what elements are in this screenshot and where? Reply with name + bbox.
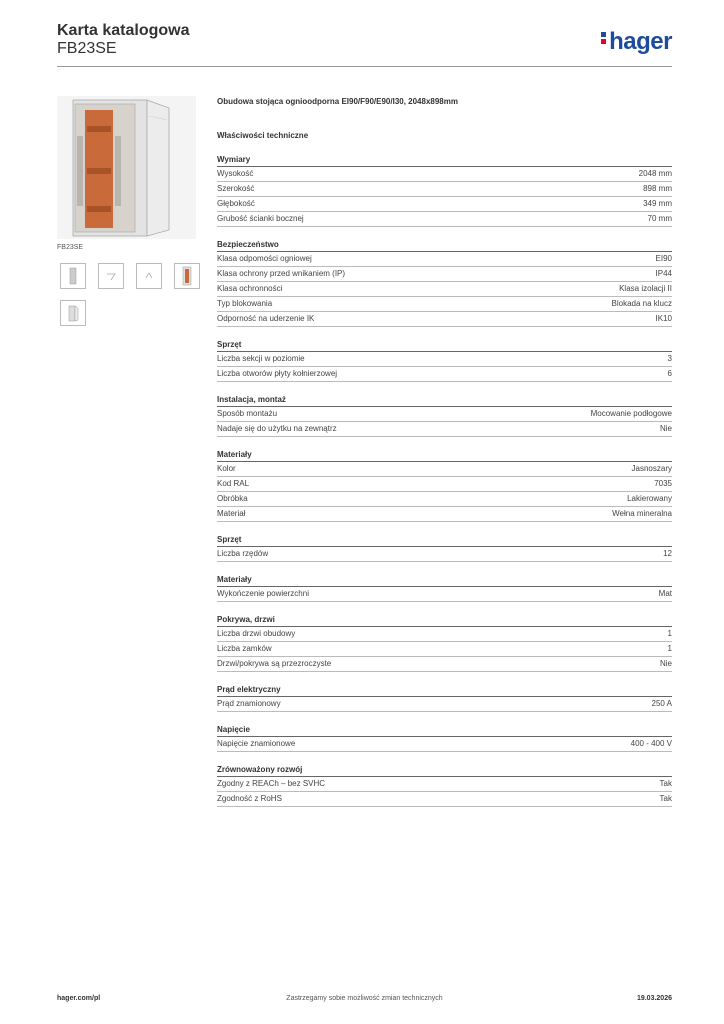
spec-row	[217, 252, 672, 267]
spec-value: Wełna mineralna	[612, 509, 672, 518]
spec-label: Klasa ochrony przed wnikaniem (IP)	[217, 269, 346, 278]
spec-label: Klasa odpomości ogniowej	[217, 254, 312, 263]
spec-section	[217, 614, 672, 672]
spec-label: Sposób montażu	[217, 409, 278, 418]
spec-value: IP44	[655, 269, 672, 278]
product-image[interactable]	[57, 96, 196, 239]
spec-row	[217, 587, 672, 602]
image-caption: FB23SE	[57, 244, 84, 251]
cabinet-open-icon	[61, 301, 85, 325]
spec-value: Jasnoszary	[631, 464, 672, 473]
section-title: Prąd elektryczny	[217, 684, 672, 697]
spec-value: Mat	[658, 589, 672, 598]
spec-row	[217, 642, 672, 657]
logo-text: hager	[609, 28, 672, 55]
thumbnail-front[interactable]	[60, 263, 86, 289]
spec-value: 1	[667, 629, 672, 638]
cabinet-top-icon	[99, 264, 123, 288]
spec-value: EI90	[655, 254, 672, 263]
spec-label: Wykończenie powierzchni	[217, 589, 309, 598]
spec-value: 3	[667, 354, 672, 363]
section-title: Wymiary	[217, 154, 672, 167]
spec-value: 349 mm	[643, 199, 672, 208]
spec-heading: Właściwości techniczne	[217, 131, 309, 140]
page-header	[57, 22, 189, 58]
spec-row	[217, 407, 672, 422]
spec-row	[217, 777, 672, 792]
spec-value: Nie	[659, 659, 672, 668]
section-title: Bezpieczeństwo	[217, 239, 672, 252]
section-title: Materiały	[217, 574, 672, 587]
spec-label: Liczba rzędów	[217, 549, 269, 558]
spec-row	[217, 167, 672, 182]
spec-value: 70 mm	[647, 214, 672, 223]
cabinet-front-icon	[61, 264, 85, 288]
thumbnail-open[interactable]	[60, 300, 86, 326]
header-divider	[57, 66, 672, 67]
spec-label: Liczba sekcji w poziomie	[217, 354, 305, 363]
spec-section	[217, 239, 672, 327]
spec-row	[217, 657, 672, 672]
spec-row	[217, 267, 672, 282]
spec-label: Kolor	[217, 464, 236, 473]
spec-label: Odporność na uderzenie IK	[217, 314, 315, 323]
spec-value: Klasa izolacji II	[619, 284, 672, 293]
spec-value: Tak	[659, 794, 672, 803]
spec-label: Liczba drzwi obudowy	[217, 629, 296, 638]
spec-label: Obróbka	[217, 494, 248, 503]
spec-row	[217, 282, 672, 297]
cabinet-interior-icon	[175, 264, 199, 288]
spec-label: Typ blokowania	[217, 299, 273, 308]
spec-value: 250 A	[651, 699, 672, 708]
spec-value: Tak	[659, 779, 672, 788]
spec-row	[217, 697, 672, 712]
thumbnail-side[interactable]	[136, 263, 162, 289]
spec-label: Klasa ochronności	[217, 284, 283, 293]
footer-date: 19.03.2026	[636, 995, 672, 1002]
spec-label: Materiał	[217, 509, 246, 518]
spec-row	[217, 182, 672, 197]
spec-content	[217, 96, 672, 807]
spec-label: Prąd znamionowy	[217, 699, 281, 708]
spec-label: Nadaje się do użytku na zewnątrz	[217, 424, 337, 433]
spec-row	[217, 367, 672, 382]
spec-section	[217, 154, 672, 227]
spec-section	[217, 574, 672, 602]
spec-row	[217, 462, 672, 477]
spec-value: 2048 mm	[638, 169, 672, 178]
spec-row	[217, 792, 672, 807]
spec-row	[217, 737, 672, 752]
spec-label: Napięcie znamionowe	[217, 739, 296, 748]
logo-dots-icon	[601, 32, 607, 46]
spec-label: Grubość ścianki bocznej	[217, 214, 304, 223]
thumbnail-interior[interactable]	[174, 263, 200, 289]
spec-label: Wysokość	[217, 169, 254, 178]
section-title: Pokrywa, drzwi	[217, 614, 672, 627]
hager-logo[interactable]	[601, 28, 672, 56]
spec-row	[217, 352, 672, 367]
footer-note: Zastrzegamy sobie możliwość zmian technicznych	[286, 995, 443, 1002]
spec-label: Szerokość	[217, 184, 255, 193]
spec-row	[217, 197, 672, 212]
section-title: Napięcie	[217, 724, 672, 737]
spec-value: Nie	[659, 424, 672, 433]
spec-value: IK10	[655, 314, 672, 323]
spec-value: 6	[667, 369, 672, 378]
cabinet-side-icon	[137, 264, 161, 288]
spec-value: 12	[663, 549, 672, 558]
document-title: Karta katalogowa	[57, 22, 190, 39]
spec-row	[217, 212, 672, 227]
spec-label: Zgodny z REACh – bez SVHC	[217, 779, 326, 788]
thumbnail-top[interactable]	[98, 263, 124, 289]
spec-row	[217, 297, 672, 312]
spec-value: 7035	[654, 479, 672, 488]
spec-value: 400 - 400 V	[630, 739, 672, 748]
spec-value: Blokada na klucz	[611, 299, 672, 308]
spec-sections	[217, 154, 672, 807]
footer-site-link[interactable]: hager.com/pl	[57, 995, 101, 1002]
product-code: FB23SE	[57, 40, 117, 57]
section-title: Sprzęt	[217, 534, 672, 547]
spec-value: 898 mm	[643, 184, 672, 193]
product-description: Obudowa stojąca ognioodporna EI90/F90/E90/I30, 2048x898mm	[217, 97, 458, 106]
spec-section	[217, 534, 672, 562]
spec-label: Liczba otworów płyty kołnierzowej	[217, 369, 338, 378]
spec-value: 1	[667, 644, 672, 653]
spec-section	[217, 449, 672, 522]
spec-section	[217, 394, 672, 437]
section-title: Instalacja, montaż	[217, 394, 672, 407]
spec-section	[217, 764, 672, 807]
spec-value: Mocowanie podłogowe	[590, 409, 672, 418]
spec-row	[217, 477, 672, 492]
section-title: Materiały	[217, 449, 672, 462]
spec-label: Zgodność z RoHS	[217, 794, 282, 803]
spec-row	[217, 312, 672, 327]
spec-row	[217, 627, 672, 642]
spec-row	[217, 507, 672, 522]
spec-label: Głębokość	[217, 199, 255, 208]
spec-row	[217, 422, 672, 437]
spec-value: Lakierowany	[627, 494, 672, 503]
spec-label: Liczba zamków	[217, 644, 272, 653]
spec-row	[217, 492, 672, 507]
section-title: Zrównoważony rozwój	[217, 764, 672, 777]
spec-row	[217, 547, 672, 562]
spec-section	[217, 339, 672, 382]
spec-section	[217, 724, 672, 752]
spec-label: Drzwi/pokrywa są przezroczyste	[217, 659, 332, 668]
spec-section	[217, 684, 672, 712]
spec-label: Kod RAL	[217, 479, 250, 488]
section-title: Sprzęt	[217, 339, 672, 352]
